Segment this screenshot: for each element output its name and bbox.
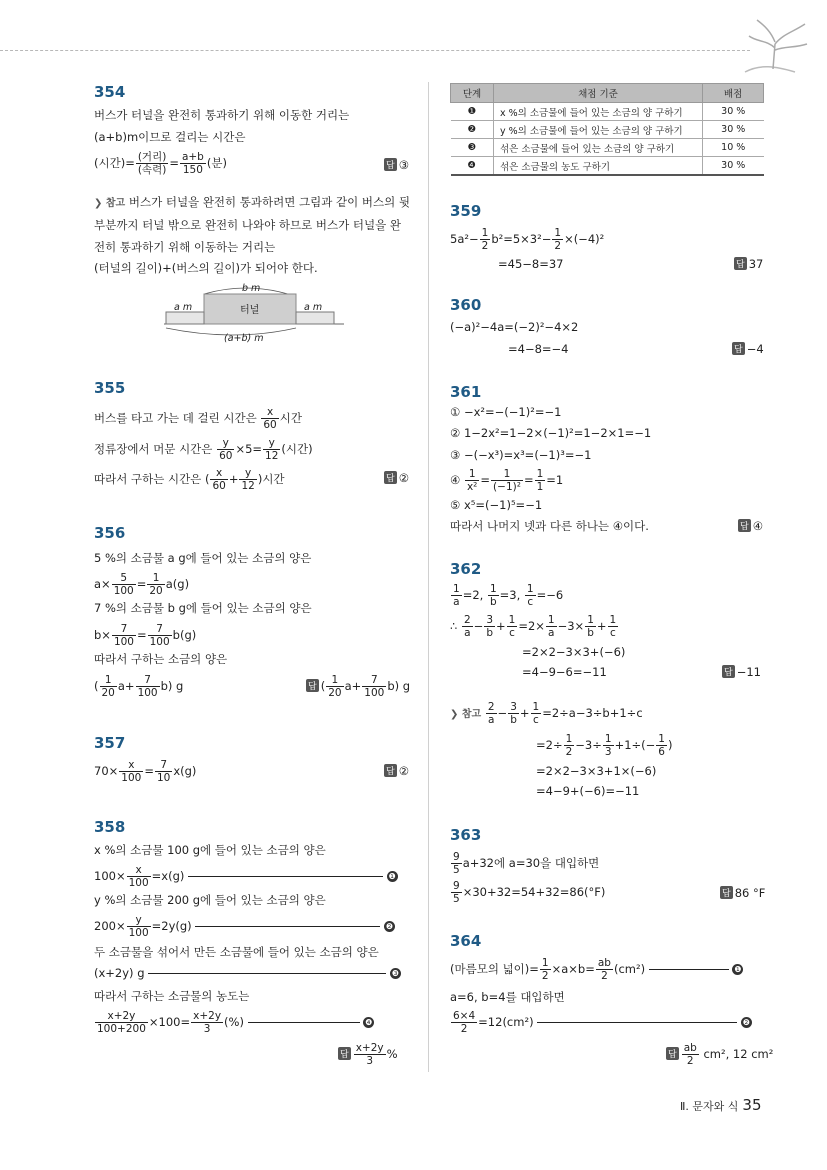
solution-line: 따라서 구하는 시간은 ( $\frac{x}{60}$ + $\frac{y}{12}$ )시간 xyxy=(94,467,285,492)
page-footer xyxy=(680,1096,762,1114)
answer: 답 −4 xyxy=(734,342,764,356)
table-header-criterion: 채점 기준 xyxy=(494,84,703,103)
solution-line: $\frac{6\times 4}{2}$ =12(cm²) ❷ xyxy=(453,1010,750,1035)
note-line: =4−9+(−6)=−11 xyxy=(536,784,640,798)
solution-line: $\frac{1}{a}$ =2, $\frac{1}{b}$ =3, $\frac{1}{c}$ =−6 xyxy=(453,583,564,608)
criterion-text: 섞은 소금물의 농도 구하기 xyxy=(494,157,703,176)
solution-line: a=6, b=4를 대입하면 xyxy=(450,990,565,1004)
figure-label-top: b m xyxy=(242,283,261,294)
note-line: =2×2−3×3+1×(−6) xyxy=(536,764,657,778)
solution-line: 정류장에서 머문 시간은 $\frac{y}{60}$ ×5= $\frac{y}{12}$ (시간) xyxy=(94,437,313,462)
page-number: 35 xyxy=(742,1096,762,1114)
answer: 답 ( $\frac{1}{20}$ a+ $\frac{7}{100}$ b) g xyxy=(308,674,411,699)
tree-decoration-icon xyxy=(735,14,815,76)
solution-line: ① −x²=−(−1)²=−1 xyxy=(450,405,562,419)
solution-line: b× $\frac{7}{100}$ = $\frac{7}{100}$ b(g) xyxy=(94,623,197,648)
scoring-table xyxy=(450,83,764,176)
answer: 답 $\frac{x+2y}{3}$ % xyxy=(340,1042,398,1067)
figure-label-bottom: (a+b) m xyxy=(224,333,264,344)
solution-line: 따라서 구하는 소금의 양은 xyxy=(94,652,228,666)
solution-line: ⑤ x⁵=(−1)⁵=−1 xyxy=(450,498,543,512)
table-row xyxy=(451,121,764,139)
figure-label-left: a m xyxy=(174,302,193,313)
solution-line: ③ −(−x³)=x³=(−1)³=−1 xyxy=(450,448,592,462)
solution-line: =4−9−6=−11 xyxy=(522,665,607,679)
answer: 답 ② xyxy=(386,764,410,778)
note-line: ❯ 참고 버스가 터널을 완전히 통과하려면 그림과 같이 버스의 뒷 xyxy=(94,195,410,209)
score-value: 30 % xyxy=(703,121,764,139)
problem-number: 354 xyxy=(94,83,126,101)
step-marker: ❸ xyxy=(451,139,494,157)
chapter-label: Ⅱ. 문자와 식 xyxy=(680,1100,739,1113)
solution-line: 200× $\frac{y}{100}$ =2y(g) ❷ xyxy=(94,914,394,939)
solution-line: (시간)= $\frac{\text{(거리)}}{\text{(속력)}}$ = $\frac{a+b}{150}$ (분) xyxy=(94,151,227,176)
score-value: 10 % xyxy=(703,139,764,157)
solution-line: 100× $\frac{x}{100}$ =x(g) ❶ xyxy=(94,864,396,889)
solution-line: $\frac{x+2y}{100+200}$ ×100= $\frac{x+2y}{3}$ (%) ❹ xyxy=(97,1010,373,1035)
answer: 답 ④ xyxy=(740,519,764,533)
step-marker: ❷ xyxy=(451,121,494,139)
step-marker: ❶ xyxy=(451,103,494,121)
solution-line: 70× $\frac{x}{100}$ = $\frac{7}{10}$ x(g) xyxy=(94,759,197,784)
answer: 답 86 °F xyxy=(722,886,766,900)
table-row xyxy=(451,157,764,176)
solution-line: x %의 소금물 100 g에 들어 있는 소금의 양은 xyxy=(94,843,326,857)
problem-number: 362 xyxy=(450,560,482,578)
solution-line: 7 %의 소금물 b g에 들어 있는 소금의 양은 xyxy=(94,601,312,615)
figure-label-right: a m xyxy=(304,302,323,313)
solution-line: ④ $\frac{1}{\text{x²}}$ = $\frac{1}{\text{(−1)²}}$ = $\frac{1}{1}$ =1 xyxy=(450,468,564,493)
table-row xyxy=(451,103,764,121)
solution-line: ( $\frac{1}{20}$ a+ $\frac{7}{100}$ b) g xyxy=(94,674,184,699)
answer: 답 $\frac{ab}{2}$ cm², 12 cm² xyxy=(668,1042,774,1067)
note-line: 부분까지 터널 밖으로 완전히 나와야 하므로 버스가 터널을 완 xyxy=(94,218,401,232)
note-line: =2÷ $\frac{1}{2}$ −3÷ $\frac{1}{3}$ +1÷(− $\frac{1}{6}$ ) xyxy=(536,733,673,758)
note-line: (터널의 길이)+(버스의 길이)가 되어야 한다. xyxy=(94,261,318,275)
answer: 답 −11 xyxy=(724,665,761,679)
answer: 답 ③ xyxy=(386,158,410,172)
figure-label-tunnel: 터널 xyxy=(240,305,260,316)
solution-line: $\frac{9}{5}$ ×30+32=54+32=86(°F) xyxy=(453,880,606,905)
score-value: 30 % xyxy=(703,157,764,176)
note-line: 전히 통과하기 위해 이동하는 거리는 xyxy=(94,240,276,254)
solution-line: 버스를 타고 가는 데 걸린 시간은 $\frac{x}{60}$ 시간 xyxy=(94,406,302,431)
solution-line: =2×2−3×3+(−6) xyxy=(522,645,626,659)
criterion-text: y %의 소금물에 들어 있는 소금의 양 구하기 xyxy=(494,121,703,139)
solution-line: 두 소금물을 섞어서 만든 소금물에 들어 있는 소금의 양은 xyxy=(94,945,379,959)
table-row xyxy=(451,139,764,157)
solution-line: (−a)²−4a=(−2)²−4×2 xyxy=(450,320,579,334)
note-line: ❯ 참고 $\frac{2}{a}$ − $\frac{3}{b}$ + $\frac{1}{c}$ =2÷a−3÷b+1÷c xyxy=(450,701,643,726)
step-marker: ❹ xyxy=(451,157,494,176)
solution-line: ∴ $\frac{2}{a}$ − $\frac{3}{b}$ + $\frac{1}{c}$ =2× $\frac{1}{a}$ −3× $\frac{1}{b}$ + $\frac{1}{c}$ xyxy=(450,614,617,639)
table-header-score: 배점 xyxy=(703,84,764,103)
problem-number: 361 xyxy=(450,383,482,401)
criterion-text: 섞은 소금물에 들어 있는 소금의 양 구하기 xyxy=(494,139,703,157)
answer: 답 ② xyxy=(386,471,410,485)
solution-line: =4−8=−4 xyxy=(508,342,569,356)
column-divider xyxy=(428,82,429,1072)
solution-line: 따라서 구하는 소금물의 농도는 xyxy=(94,989,250,1003)
problem-number: 355 xyxy=(94,379,126,397)
solution-line: 따라서 나머지 넷과 다른 하나는 ④이다. xyxy=(450,519,649,533)
top-dashed-rule xyxy=(0,50,750,51)
problem-number: 359 xyxy=(450,202,482,220)
problem-number: 358 xyxy=(94,818,126,836)
solution-line: a× $\frac{5}{100}$ = $\frac{1}{20}$ a(g) xyxy=(94,572,190,597)
problem-number: 364 xyxy=(450,932,482,950)
score-value: 30 % xyxy=(703,103,764,121)
answer: 답 37 xyxy=(736,257,764,271)
solution-line: 버스가 터널을 완전히 통과하기 위해 이동한 거리는 xyxy=(94,108,350,122)
solution-line: ② 1−2x²=1−2×(−1)²=1−2×1=−1 xyxy=(450,426,652,440)
problem-number: 357 xyxy=(94,734,126,752)
problem-number: 356 xyxy=(94,524,126,542)
solution-line: 5a²− $\frac{1}{2}$ b²=5×3²− $\frac{1}{2}$ ×(−4)² xyxy=(450,227,605,252)
problem-number: 360 xyxy=(450,296,482,314)
solution-line: (a+b)m이므로 걸리는 시간은 xyxy=(94,130,246,144)
solution-line: y %의 소금물 200 g에 들어 있는 소금의 양은 xyxy=(94,893,326,907)
solution-line: (x+2y) g ❸ xyxy=(94,966,399,980)
solution-line: $\frac{9}{5}$ a+32에 a=30을 대입하면 xyxy=(453,851,600,876)
solution-line: 5 %의 소금물 a g에 들어 있는 소금의 양은 xyxy=(94,551,312,565)
solution-line: (마름모의 넓이)= $\frac{1}{2}$ ×a×b= $\frac{ab}{2}$ (cm²) ❶ xyxy=(450,957,742,982)
criterion-text: x %의 소금물에 들어 있는 소금의 양 구하기 xyxy=(494,103,703,121)
table-header-step: 단계 xyxy=(451,84,494,103)
problem-number: 363 xyxy=(450,826,482,844)
solution-line: =45−8=37 xyxy=(498,257,564,271)
